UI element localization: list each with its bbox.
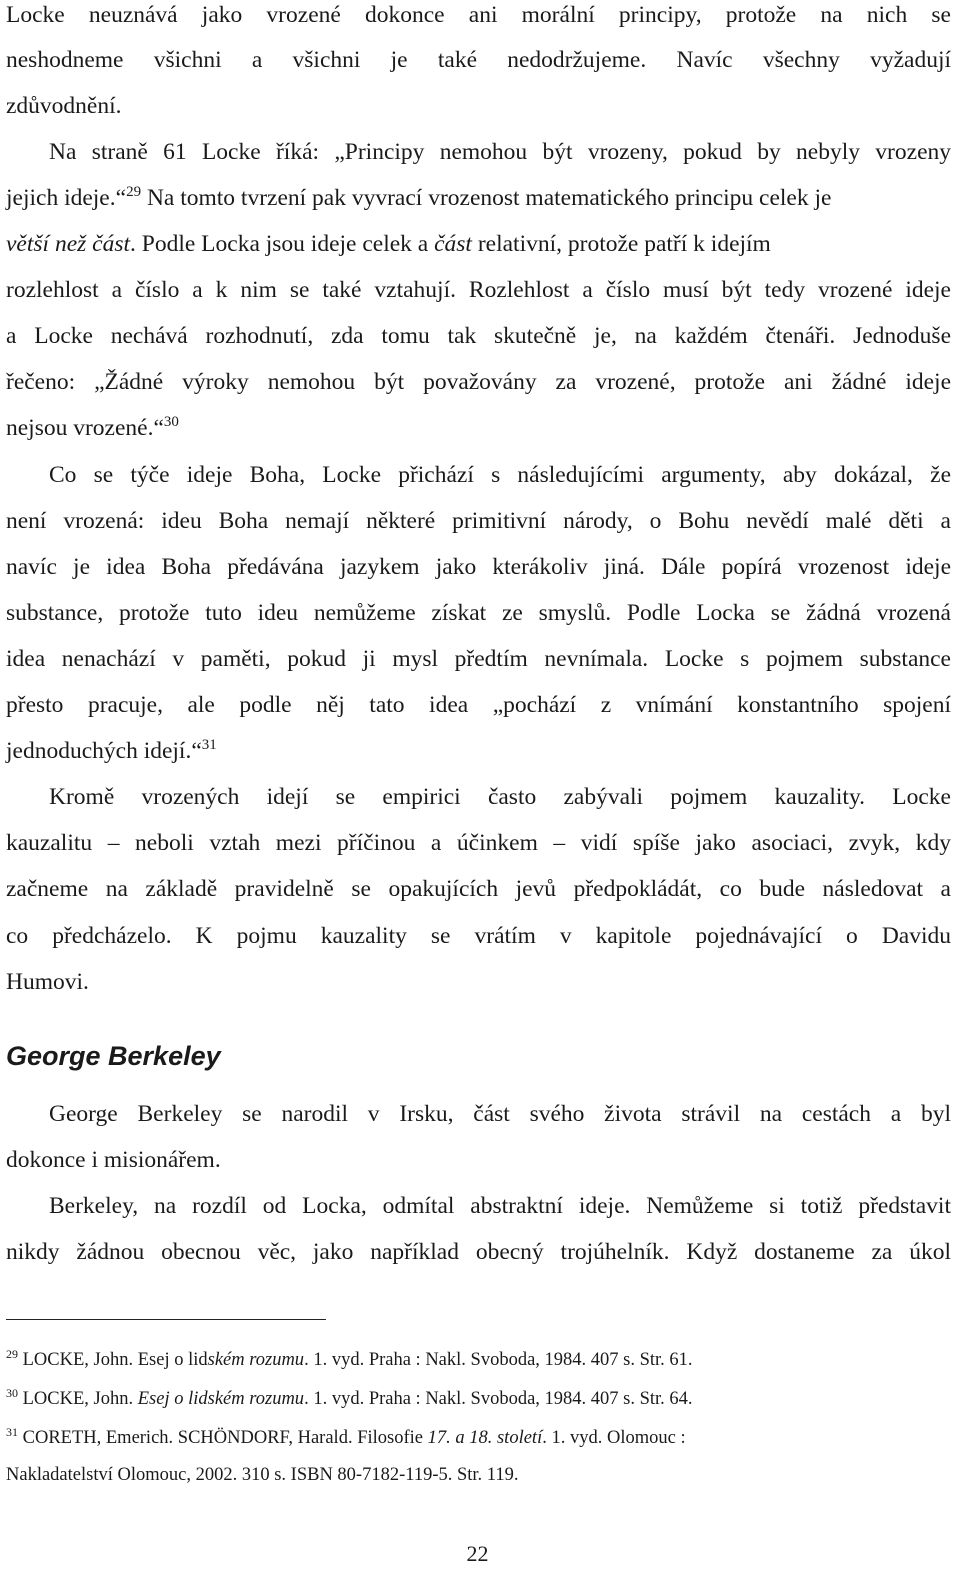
text-line: Co se týče ideje Boha, Locke přichází s následujícími argumenty, aby dokázal, že bbox=[49, 462, 951, 488]
footnote-separator bbox=[6, 1319, 326, 1320]
text-line: dokonce i misionářem. bbox=[6, 1147, 221, 1173]
footnote-text: . 1. vyd. Praha : Nakl. Svoboda, 1984. 407 s. Str. 64. bbox=[304, 1389, 693, 1409]
text-line: nikdy žádnou obecnou věc, jako například obecný trojúhelník. Když dostaneme za úkol bbox=[6, 1239, 951, 1265]
page-number: 22 bbox=[466, 1541, 489, 1566]
text-line: Kromě vrozených idejí se empirici často zabývali pojmem kauzality. Locke bbox=[49, 784, 951, 810]
text-line: Berkeley, na rozdíl od Locka, odmítal abstraktní ideje. Nemůžeme si totiž představit bbox=[49, 1193, 951, 1219]
footnote-text: . 1. vyd. Praha : Nakl. Svoboda, 1984. 407 s. Str. 61. bbox=[304, 1350, 693, 1370]
text-line: George Berkeley se narodil v Irsku, část svého života strávil na cestách a byl bbox=[49, 1101, 951, 1127]
text-span: jednoduchých idejí.“ bbox=[6, 738, 202, 764]
text-line: co předcházelo. K pojmu kauzality se vrátím v kapitole pojednávající o Davidu bbox=[6, 923, 951, 949]
text-line: Humovi. bbox=[6, 969, 89, 995]
text-line: zdůvodnění. bbox=[6, 93, 122, 119]
footnote-number: 31 bbox=[6, 1425, 18, 1439]
text-line: a Locke nechává rozhodnutí, zda tomu tak skutečně je, na každém čtenáři. Jednoduše bbox=[6, 323, 951, 349]
text-line bbox=[6, 183, 951, 213]
footnote-ref: 31 bbox=[201, 737, 217, 753]
text-line: Locke neuznává jako vrozené dokonce ani morální principy, protože na nich se bbox=[6, 2, 951, 28]
italic-text: část bbox=[434, 231, 472, 257]
footnote-ref: 29 bbox=[126, 184, 142, 200]
footnote bbox=[6, 1387, 951, 1411]
italic-text: větší než část bbox=[6, 231, 130, 257]
footnote bbox=[6, 1348, 951, 1372]
text-line: Na straně 61 Locke říká: „Principy nemohou být vrozeny, pokud by nebyly vrozeny bbox=[49, 139, 951, 165]
text-span: nejsou vrozené.“ bbox=[6, 415, 164, 441]
text-span: relativní, protože patří k idejím bbox=[471, 231, 771, 257]
footnote-number: 30 bbox=[6, 1386, 18, 1400]
footnote-italic: 17. a 18. století bbox=[427, 1428, 543, 1448]
text-line: řečeno: „Žádné výroky nemohou být považovány za vrozené, protože ani žádné ideje bbox=[6, 369, 951, 395]
footnote-text: . 1. vyd. Olomouc : bbox=[542, 1428, 686, 1448]
section-heading: George Berkeley bbox=[6, 1041, 221, 1071]
text-line bbox=[6, 736, 951, 766]
footnote-ref: 30 bbox=[163, 414, 179, 430]
text-line: rozlehlost a číslo a k nim se také vztahují. Rozlehlost a číslo musí být tedy vrozené ideje bbox=[6, 277, 951, 303]
footnote-text: CORETH, Emerich. SCHÖNDORF, Harald. Filosofie bbox=[22, 1428, 428, 1448]
footnote-text: LOCKE, John. Esej o lid bbox=[22, 1350, 208, 1370]
footnote-italic: Esej o lidském rozumu bbox=[137, 1389, 305, 1409]
text-span: jejich ideje.“ bbox=[6, 185, 127, 211]
text-line: kauzalitu – neboli vztah mezi příčinou a účinkem – vidí spíše jako asociaci, zvyk, kdy bbox=[6, 830, 951, 856]
text-span: . Podle Locka jsou ideje celek a bbox=[130, 231, 435, 257]
text-line bbox=[6, 229, 951, 259]
text-line: substance, protože tuto ideu nemůžeme získat ze smyslů. Podle Locka se žádná vrozená bbox=[6, 600, 951, 626]
text-line: neshodneme všichni a všichni je také nedodržujeme. Navíc všechny vyžadují bbox=[6, 47, 951, 73]
text-line bbox=[6, 413, 951, 443]
text-line: přesto pracuje, ale podle něj tato idea „pochází z vnímání konstantního spojení bbox=[6, 692, 951, 718]
text-span: Na tomto tvrzení pak vyvrací vrozenost matematického principu celek je bbox=[146, 185, 832, 211]
footnote-italic: ském rozumu bbox=[207, 1350, 305, 1370]
footnote bbox=[6, 1426, 951, 1450]
text-line: není vrozená: ideu Boha nemají některé primitivní národy, o Bohu nevědí malé děti a bbox=[6, 508, 951, 534]
footnote-text: LOCKE, John. bbox=[22, 1389, 138, 1409]
text-line: idea nenachází v paměti, pokud ji mysl předtím nevnímala. Locke s pojmem substance bbox=[6, 646, 951, 672]
text-line: navíc je idea Boha předávána jazykem jako kterákoliv jiná. Dále popírá vrozenost ideje bbox=[6, 554, 951, 580]
footnote-continuation: Nakladatelství Olomouc, 2002. 310 s. ISBN 80-7182-119-5. Str. 119. bbox=[6, 1465, 519, 1485]
text-line: začneme na základě pravidelně se opakujících jevů předpokládát, co bude následovat a bbox=[6, 876, 951, 902]
footnote-number: 29 bbox=[6, 1347, 18, 1361]
